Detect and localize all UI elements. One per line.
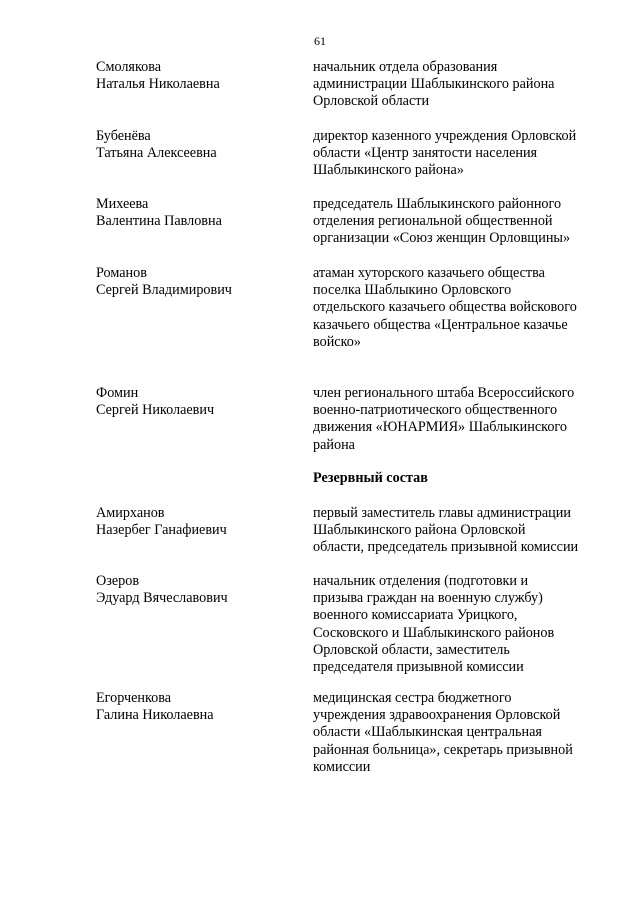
reserve-role: начальник отделения (подготовки и призыва граждан на военную службу) военного комиссариата Урицкого, Сосковского и Шаблыкинского районов Орловской области, заместитель председателя призывной комиссии	[313, 573, 555, 676]
member-name: Романов Сергей Владимирович	[96, 265, 232, 299]
member-role: председатель Шаблыкинского районного отделения региональной общественной организации «Союз женщин Орловщины»	[313, 196, 571, 247]
member-name: Михеева Валентина Павловна	[96, 196, 222, 230]
reserve-role: медицинская сестра бюджетного учреждения здравоохранения Орловской области «Шаблыкинская центральная районная больница», секретарь призывной комиссии	[313, 690, 573, 775]
member-name: Смолякова Наталья Николаевна	[96, 59, 220, 93]
reserve-name: Озеров Эдуард Вячеславович	[96, 573, 228, 607]
reserve-role: первый заместитель главы администрации Шаблыкинского района Орловской области, председатель призывной комиссии	[313, 505, 579, 556]
member-role: начальник отдела образования администрации Шаблыкинского района Орловской области	[313, 59, 555, 110]
member-role: директор казенного учреждения Орловской области «Центр занятости населения Шаблыкинского района»	[313, 128, 577, 179]
member-name: Фомин Сергей Николаевич	[96, 385, 215, 419]
reserve-heading: Резервный состав	[313, 470, 428, 486]
member-role: член регионального штаба Всероссийского военно-патриотического общественного движения «ЮНАРМИЯ» Шаблыкинского района	[313, 385, 575, 453]
page-number: 61	[314, 34, 326, 48]
reserve-name: Амирханов Назербег Ганафиевич	[96, 505, 227, 539]
reserve-name: Егорченкова Галина Николаевна	[96, 690, 214, 724]
member-name: Бубенёва Татьяна Алексеевна	[96, 128, 217, 162]
member-role: атаман хуторского казачьего общества поселка Шаблыкино Орловского отдельского казачьего общества войскового казачьего общества «Центральное казачье войско»	[313, 265, 577, 350]
